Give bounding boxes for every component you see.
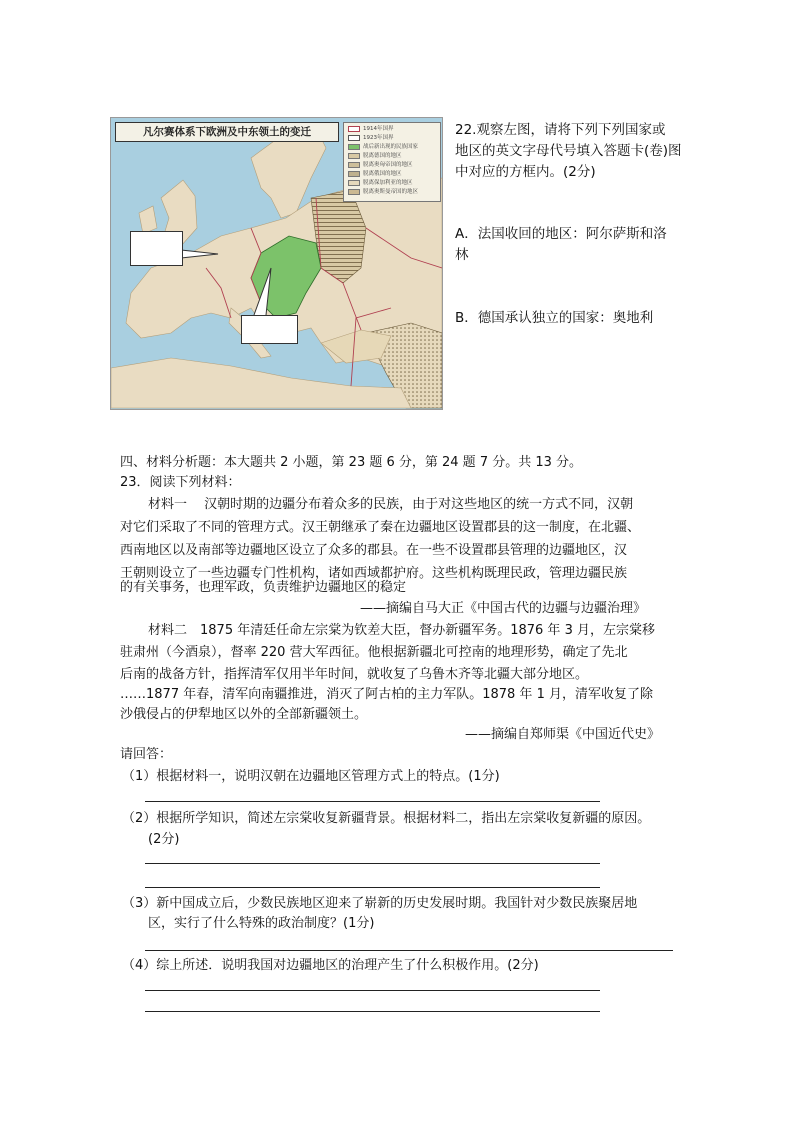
material1-line: 对它们采取了不同的管理方式。汉王朝继承了秦在边疆地区设置郡县的这一制度，在北疆、 bbox=[120, 520, 641, 535]
legend-item: 脱离俄国的地区 bbox=[348, 170, 402, 178]
section-header: 四、材料分析题：本大题共 2 小题，第 23 题 6 分，第 24 题 7 分。共 13 分。 bbox=[120, 455, 583, 470]
answer-line-4a[interactable] bbox=[145, 990, 600, 991]
legend-swatch-icon bbox=[348, 171, 360, 177]
material1-line: 的有关事务，也理军政，负责维护边疆地区的稳定 bbox=[120, 580, 407, 595]
material1-line: 材料一 汉朝时期的边疆分布着众多的民族，由于对这些地区的统一方式不同，汉朝 bbox=[148, 497, 634, 512]
legend-swatch-icon bbox=[348, 126, 360, 132]
sub-question-3: （3）新中国成立后，少数民族地区迎来了崭新的历史发展时期。我国针对少数民族聚居地 bbox=[122, 896, 638, 911]
material1-source: ——摘编自马大正《中国古代的边疆与边疆治理》 bbox=[360, 601, 647, 616]
q22-option-a: A．法国收回的地区：阿尔萨斯和洛 林 bbox=[455, 226, 667, 263]
legend-swatch-icon bbox=[348, 144, 360, 150]
legend-item: 脱离保加利亚的地区 bbox=[348, 179, 413, 187]
sub-question-4: （4）综上所述．说明我国对边疆地区的治理产生了什么积极作用。(2分) bbox=[122, 958, 539, 973]
sub-question-2-score: (2分) bbox=[148, 832, 180, 847]
legend-swatch-icon bbox=[348, 162, 360, 168]
answer-line-2b[interactable] bbox=[145, 887, 600, 888]
legend-swatch-icon bbox=[348, 153, 360, 159]
legend-swatch-icon bbox=[348, 180, 360, 186]
legend-item: 1914年国界 bbox=[348, 125, 394, 133]
material1-line: 王朝则设立了一些边疆专门性机构，诸如西域都护府。这些机构既理民政，管理边疆民族 bbox=[120, 566, 628, 581]
answer-line-3[interactable] bbox=[145, 950, 673, 951]
legend-swatch-icon bbox=[348, 189, 360, 195]
historical-map bbox=[110, 117, 443, 410]
answer-box-a[interactable] bbox=[130, 231, 183, 266]
answer-line-2a[interactable] bbox=[145, 863, 600, 864]
answer-line-4b[interactable] bbox=[145, 1011, 600, 1012]
material2-line: 沙俄侵占的伊犁地区以外的全部新疆领土。 bbox=[120, 707, 368, 722]
material2-line: 材料二 1875 年清廷任命左宗棠为钦差大臣，督办新疆军务。1876 年 3 月，左宗棠移 bbox=[148, 623, 655, 638]
material2-source: ——摘编自郑师渠《中国近代史》 bbox=[465, 727, 661, 742]
legend-item: 1923年国界 bbox=[348, 134, 394, 142]
legend-item: 脱离奥匈帝国的地区 bbox=[348, 161, 413, 169]
sub-question-3-cont: 区，实行了什么特殊的政治制度？(1分) bbox=[148, 916, 375, 931]
legend-swatch-icon bbox=[348, 135, 360, 141]
q23-intro: 23．阅读下列材料： bbox=[120, 475, 241, 490]
legend-item: 战后新出现的民族国家 bbox=[348, 143, 418, 151]
material2-line: 驻肃州（今酒泉），督率 220 营大军西征。他根据新疆北可控南的地理形势，确定了先北 bbox=[120, 645, 628, 660]
answer-line-1[interactable] bbox=[145, 801, 600, 802]
material2-line: 后南的战备方针，指挥清军仅用半年时间，就收复了乌鲁木齐等北疆大部分地区。 bbox=[120, 667, 589, 682]
material2-line: ……1877 年春，清军向南疆推进，消灭了阿古柏的主力军队。1878 年 1 月，清军收复了除 bbox=[120, 687, 653, 702]
material1-line: 西南地区以及南部等边疆地区设立了众多的郡县。在一些不设置郡县管理的边疆地区，汉 bbox=[120, 543, 628, 558]
legend-item: 脱离奥斯曼帝国的地区 bbox=[348, 188, 418, 196]
sub-question-2: （2）根据所学知识，简述左宗棠收复新疆背景。根据材料二，指出左宗棠收复新疆的原因。 bbox=[122, 811, 651, 826]
map-legend bbox=[343, 122, 441, 202]
q22-question: 22.观察左图，请将下列下列国家或 地区的英文字母代号填入答题卡(卷)图 中对应的方框内。(2分) bbox=[455, 122, 682, 180]
sub-question-1: （1）根据材料一，说明汉朝在边疆地区管理方式上的特点。(1分) bbox=[122, 769, 500, 784]
map-title: 凡尔赛体系下欧洲及中东领土的变迁 bbox=[115, 122, 339, 142]
answer-box-b[interactable] bbox=[241, 315, 298, 344]
answer-prompt: 请回答： bbox=[120, 747, 173, 762]
legend-item: 脱离德国的地区 bbox=[348, 152, 402, 160]
q22-option-b: B．德国承认独立的国家：奥地利 bbox=[455, 310, 654, 326]
